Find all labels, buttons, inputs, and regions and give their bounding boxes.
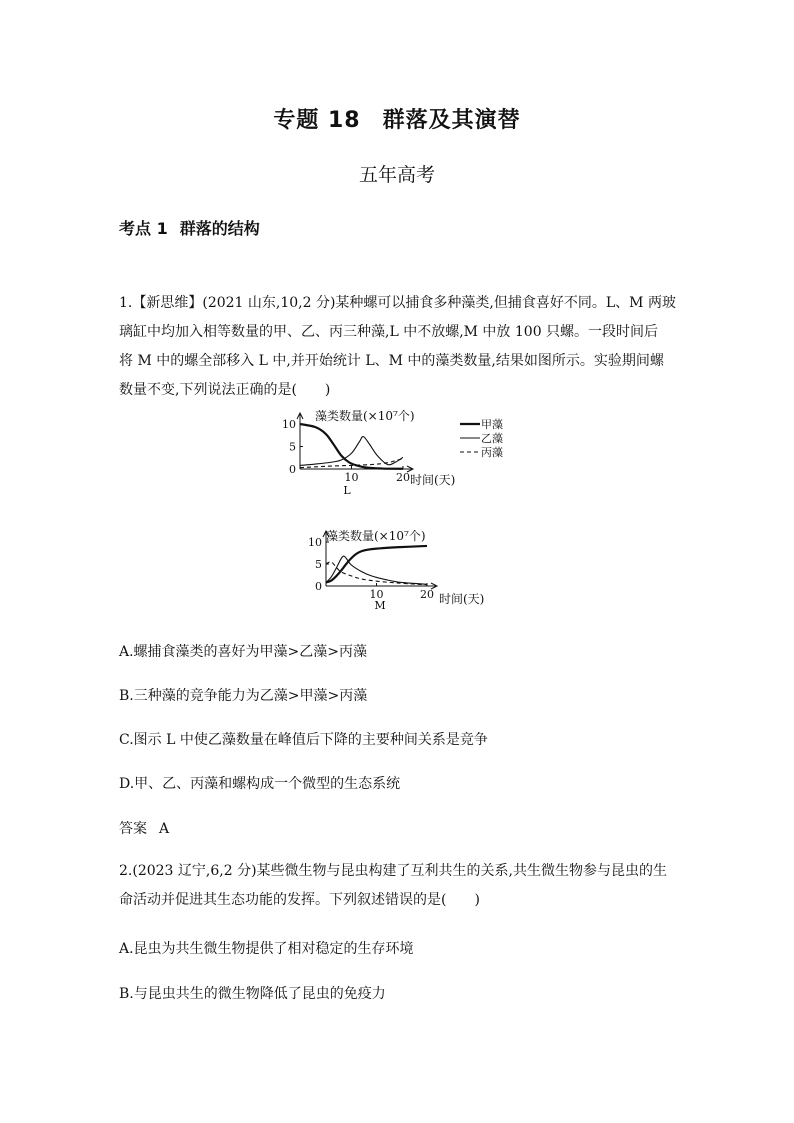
- chart-l-y-tick-label: 0: [289, 463, 296, 476]
- chart-m-panel-label: M: [374, 599, 386, 612]
- question-2-line: 2.(2023 辽宁,6,2 分)某些微生物与昆虫构建了互利共生的关系,共生微生物参与昆虫的生: [119, 863, 667, 879]
- section-name: 群落的结构: [179, 219, 260, 238]
- chart-m-x-tick-label: 20: [420, 588, 434, 601]
- chart-l-x-tick-label: 10: [344, 471, 359, 484]
- answer-value: A: [159, 821, 170, 837]
- chart-l-ylabel: 藻类数量(×10⁷个): [315, 409, 415, 423]
- chart-m: [303, 521, 493, 613]
- title-main: 群落及其演替: [382, 108, 521, 133]
- chart-m-y-tick-label: 5: [315, 558, 322, 571]
- question-1-option-b: B.三种藻的竞争能力为乙藻>甲藻>丙藻: [119, 688, 368, 704]
- question-2-option-b: B.与昆虫共生的微生物降低了昆虫的免疫力: [119, 986, 386, 1002]
- chart-l-series-乙藻: [300, 437, 403, 466]
- question-1-line: 1.【新思维】(2021 山东,10,2 分)某种螺可以捕食多种藻类,但捕食喜好不同。L、M 两玻: [119, 295, 676, 311]
- question-1-option-a: A.螺捕食藻类的喜好为甲藻>乙藻>丙藻: [119, 644, 368, 660]
- section-label: 考点 1: [119, 219, 168, 238]
- title-prefix: 专题 18: [273, 108, 361, 133]
- question-1-line: 将 M 中的螺全部移入 L 中,并开始统计 L、M 中的藻类数量,结果如图所示。实验期间螺: [119, 353, 664, 369]
- chart-l-panel-label: L: [343, 484, 351, 494]
- chart-l-legend: [460, 417, 503, 459]
- question-1-option-d: D.甲、乙、丙藻和螺构成一个微型的生态系统: [119, 776, 401, 792]
- question-1-line: 璃缸中均加入相等数量的甲、乙、丙三种藻,L 中不放螺,M 中放 100 只螺。一段时间后: [119, 324, 659, 340]
- chart-l: [280, 404, 520, 494]
- chart-l-xlabel: 时间(天): [410, 473, 456, 487]
- page-subtitle: 五年高考: [358, 164, 435, 186]
- question-2-line: 命活动并促进其生态功能的发挥。下列叙述错误的是( ): [119, 892, 480, 908]
- legend-label: 丙藻: [481, 446, 503, 459]
- chart-l-y-tick-label: 5: [289, 440, 296, 454]
- question-1-line: 数量不变,下列说法正确的是( ): [119, 382, 331, 398]
- question-1-answer: [119, 818, 169, 838]
- section-heading: [119, 216, 260, 239]
- chart-m-ylabel: 藻类数量(×10⁷个): [326, 529, 426, 543]
- answer-label: 答案: [119, 821, 147, 837]
- legend-label: 甲藻: [481, 418, 503, 431]
- chart-m-series-丙藻: [326, 562, 427, 585]
- chart-l-series-甲藻: [300, 424, 403, 469]
- question-2-option-a: A.昆虫为共生微生物提供了相对稳定的生存环境: [119, 941, 414, 957]
- chart-l-y-tick-label: 10: [282, 418, 296, 431]
- page-title: [0, 103, 794, 134]
- chart-m-y-tick-label: 0: [315, 580, 322, 593]
- chart-m-xlabel: 时间(天): [439, 592, 485, 606]
- legend-label: 乙藻: [481, 432, 503, 445]
- question-1-stem: [119, 289, 679, 405]
- chart-m-y-tick-label: 10: [308, 536, 322, 549]
- question-1-option-c: C.图示 L 中使乙藻数量在峰值后下降的主要种间关系是竞争: [119, 732, 488, 748]
- chart-m-x-tick-label: 10: [369, 588, 384, 601]
- question-2-stem: [119, 857, 679, 915]
- chart-l-x-tick-label: 20: [396, 471, 410, 484]
